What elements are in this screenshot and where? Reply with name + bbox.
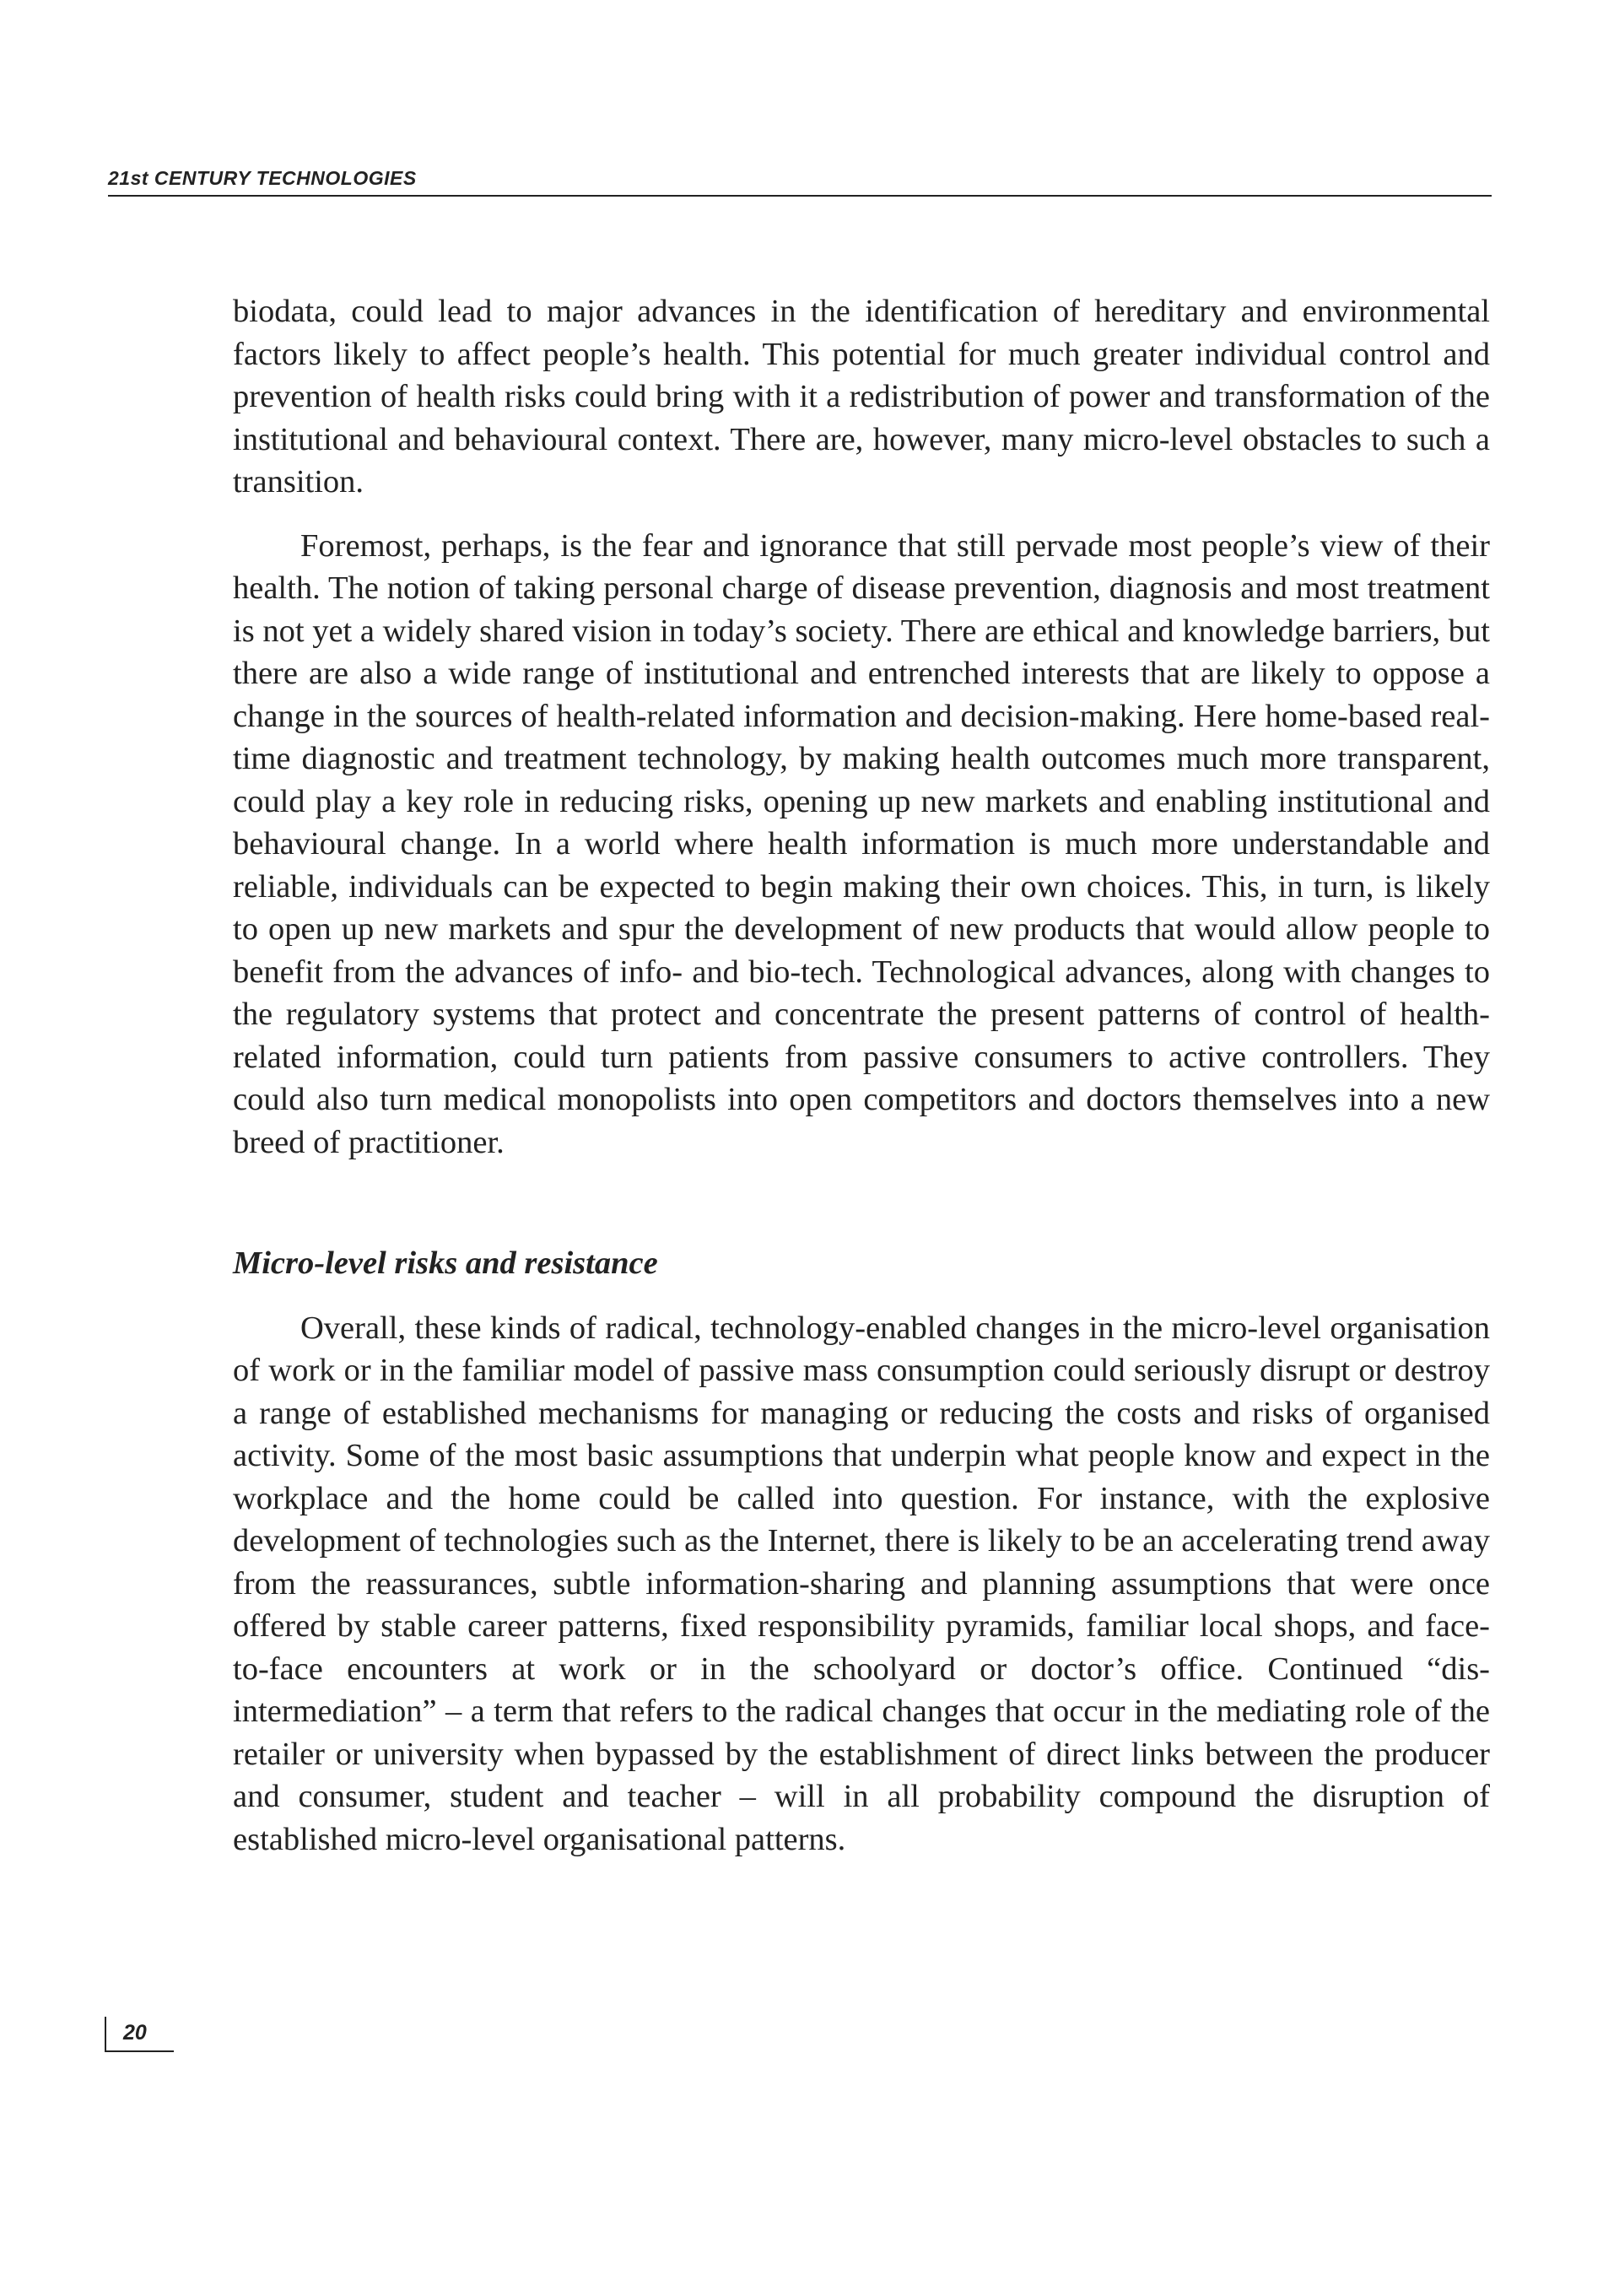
page-number: 20 bbox=[123, 2021, 147, 2045]
paragraph: Foremost, perhaps, is the fear and ignorance that still pervade most people’s view of their health. The notion of taking personal charge of disease prevention, diagnosis and most treatment is not yet a widely shared vision in today’s society. There are ethical and knowledge barriers, but there are also a wide range of institutional and entrenched interests that are likely to oppose a change in the sources of health-related information and decision-making. Here home-based real-time diagnostic and treatment technology, by making health outcomes much more transparent, could play a key role in reducing risks, opening up new markets and enabling institutional and behavioural change. In a world where health information is much more understandable and reliable, individuals can be expected to begin making their own choices. This, in turn, is likely to open up new markets and spur the development of new products that would allow people to benefit from the advances of info- and bio-tech. Technological advances, along with changes to the regulatory systems that protect and concentrate the present patterns of control of health-related information, could turn patients from passive consumers to active controllers. They could also turn medical monopolists into open competitors and doctors themselves into a new breed of practitioner. bbox=[233, 527, 1490, 1160]
header-rule bbox=[108, 195, 1492, 197]
running-header-title: 21st CENTURY TECHNOLOGIES bbox=[108, 167, 417, 189]
section-heading: Micro-level risks and resistance bbox=[233, 1245, 658, 1281]
paragraph: Overall, these kinds of radical, technology-enabled changes in the micro-level organisation of work or in the familiar model of passive mass consumption could seriously disrupt or destroy a range of established mechanisms for managing or reducing the costs and risks of organised activity. Some of the most basic assumptions that underpin what people know and expect in the workplace and the home could be called into question. For instance, with the explosive development of technologies such as the Internet, there is likely to be an accelerating trend away from the reassurances, subtle information-sharing and planning assumptions that were once offered by stable career patterns, fixed responsibility pyramids, familiar local shops, and face-to-face encounters at work or in the schoolyard or doctor’s office. Continued “dis-intermediation” – a term that refers to the radical changes that occur in the mediating role of the retailer or university when bypassed by the establishment of direct links between the producer and consumer, student and teacher – will in all probability compound the disruption of established micro-level organisational patterns. bbox=[233, 1310, 1490, 1857]
page-number-box bbox=[105, 2017, 174, 2052]
body-text bbox=[233, 290, 1490, 1861]
paragraph: biodata, could lead to major advances in the identification of hereditary and environmental factors likely to affect people’s health. This potential for much greater individual control and prevention of health risks could bring with it a redistribution of power and transformation of the institutional and behavioural context. There are, however, many micro-level obstacles to such a transition. bbox=[233, 294, 1490, 500]
